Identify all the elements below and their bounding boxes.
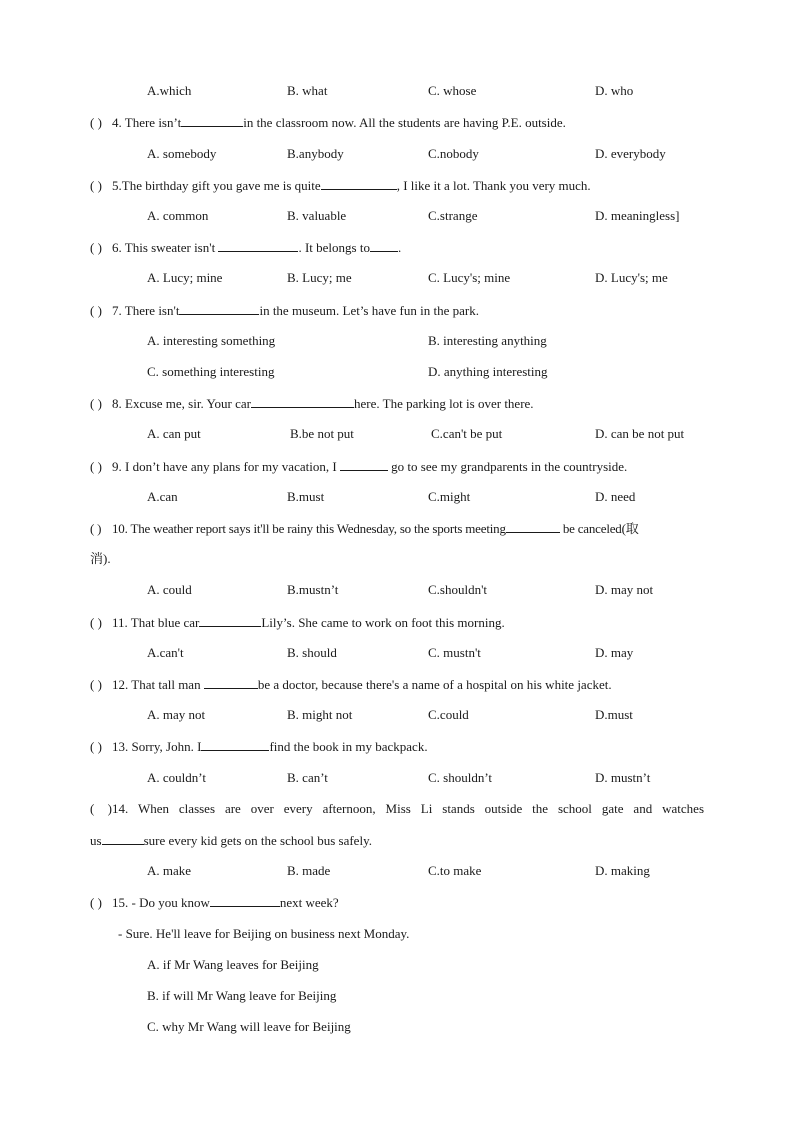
q11-option-c[interactable]: C. mustn't [428,645,481,660]
q8-stem: ( ) 8. Excuse me, sir. Your car here. The parking lot is over there. [90,393,704,413]
q5-option-a[interactable]: A. common [147,208,209,223]
q6-answer-paren[interactable]: ( ) [90,240,102,255]
q8-option-d[interactable]: D. can be not put [595,426,685,441]
q9-blank[interactable] [340,456,388,471]
q10-option-c[interactable]: C.shouldn't [428,582,488,597]
q4-blank[interactable] [181,112,243,127]
q3-option-a[interactable]: A.which [147,83,192,98]
q6-option-a[interactable]: A. Lucy; mine [147,270,223,285]
q4-option-d[interactable]: D. everybody [595,146,666,161]
q5-stem: ( ) 5.The birthday gift you gave me is quite , I like it a lot. Thank you very much. [90,175,704,195]
q11-blank[interactable] [199,612,261,627]
q13-option-d[interactable]: D. mustn’t [595,770,651,785]
q14-options [0,861,794,881]
q12-answer-paren[interactable]: ( ) [90,677,102,692]
q13-option-c[interactable]: C. shouldn’t [428,770,493,785]
q13-stem: ( ) 13. Sorry, John. I find the book in my backpack. [90,736,704,756]
q8-option-c[interactable]: C.can't be put [431,426,503,441]
q12-option-c[interactable]: C.could [428,707,469,722]
q14-stem: ( )14. When classes are over every afternoon, Miss Li stands outside the school gate and watches [90,799,704,819]
q10-option-d[interactable]: D. may not [595,582,654,597]
q8-option-b[interactable]: B.be not put [290,426,354,441]
q9-stem: ( ) 9. I don’t have any plans for my vacation, I go to see my grandparents in the countryside. [90,456,704,476]
q14-stem-cont: us sure every kid gets on the school bus safely. [90,830,704,850]
q12-options [0,705,794,725]
q5-blank[interactable] [321,175,397,190]
q15-option-c[interactable]: C. why Mr Wang will leave for Beijing [147,1019,351,1034]
q3-options [0,81,794,101]
q9-option-c[interactable]: C.might [428,489,471,504]
q13-option-b[interactable]: B. can’t [287,770,328,785]
q13-blank[interactable] [201,736,269,751]
q11-stem: ( ) 11. That blue car Lily’s. She came to work on foot this morning. [90,612,704,632]
q8-option-a[interactable]: A. can put [147,426,201,441]
q6-option-b[interactable]: B. Lucy; me [287,270,352,285]
q13-options [0,768,794,788]
q5-option-c[interactable]: C.strange [428,208,478,223]
q10-options [0,580,794,600]
q5-option-b[interactable]: B. valuable [287,208,347,223]
q6-option-d[interactable]: D. Lucy's; me [595,270,668,285]
q13-option-a[interactable]: A. couldn’t [147,770,206,785]
q14-answer-paren[interactable]: ( ) [90,801,112,816]
q10-answer-paren[interactable]: ( ) [90,521,102,536]
q8-blank[interactable] [251,393,354,408]
q7-stem: ( ) 7. There isn't in the museum. Let’s have fun in the park. [90,300,704,320]
q7-options-row1 [0,331,794,351]
q10-stem: ( ) 10. The weather report says it'll be rainy this Wednesday, so the sports meeting be canceled(取 [90,518,704,538]
q12-option-b[interactable]: B. might not [287,707,353,722]
q7-answer-paren[interactable]: ( ) [90,303,102,318]
q13-answer-paren[interactable]: ( ) [90,739,102,754]
q7-option-d[interactable]: D. anything interesting [428,364,548,379]
q8-options [0,424,794,444]
q12-option-d[interactable]: D.must [595,707,633,722]
q6-options [0,268,794,288]
q14-option-b[interactable]: B. made [287,863,331,878]
q15-option-a[interactable]: A. if Mr Wang leaves for Beijing [147,957,319,972]
q10-option-b[interactable]: B.mustn’t [287,582,339,597]
q15-answer-paren[interactable]: ( ) [90,895,102,910]
q9-answer-paren[interactable]: ( ) [90,459,102,474]
q9-option-a[interactable]: A.can [147,489,178,504]
q7-option-c[interactable]: C. something interesting [147,364,275,379]
q9-option-b[interactable]: B.must [287,489,325,504]
q12-stem: ( ) 12. That tall man be a doctor, because there's a name of a hospital on his white jacket. [90,674,704,694]
q15-blank[interactable] [210,892,280,907]
q3-option-b[interactable]: B. what [287,83,328,98]
q14-option-c[interactable]: C.to make [428,863,482,878]
q15-option-b[interactable]: B. if will Mr Wang leave for Beijing [147,988,337,1003]
q6-blank-2[interactable] [370,237,398,252]
q7-option-a[interactable]: A. interesting something [147,333,276,348]
q10-option-a[interactable]: A. could [147,582,192,597]
q4-answer-paren[interactable]: ( ) [90,115,102,130]
q14-option-a[interactable]: A. make [147,863,192,878]
q4-option-b[interactable]: B.anybody [287,146,344,161]
q11-option-b[interactable]: B. should [287,645,337,660]
q7-blank[interactable] [179,300,259,315]
q12-option-a[interactable]: A. may not [147,707,206,722]
q9-options [0,487,794,507]
q11-option-a[interactable]: A.can't [147,645,184,660]
q15-reply: - Sure. He'll leave for Beijing on business next Monday. [118,926,410,941]
q7-option-b[interactable]: B. interesting anything [428,333,547,348]
q15-stem: ( ) 15. - Do you know next week? [90,892,704,912]
q6-blank-1[interactable] [218,237,298,252]
q4-stem: ( ) 4. There isn’t in the classroom now. All the students are having P.E. outside. [90,112,704,132]
q12-blank[interactable] [204,674,258,689]
q6-stem: ( ) 6. This sweater isn't . It belongs to . [90,237,704,257]
q11-options [0,643,794,663]
q3-option-d[interactable]: D. who [595,83,634,98]
q5-options [0,206,794,226]
q11-option-d[interactable]: D. may [595,645,634,660]
q8-answer-paren[interactable]: ( ) [90,396,102,411]
q14-option-d[interactable]: D. making [595,863,650,878]
q7-options-row2 [0,362,794,382]
q5-option-d[interactable]: D. meaningless] [595,208,680,223]
q4-options [0,144,794,164]
q10-blank[interactable] [506,518,560,533]
q10-stem-cont: 消). [90,551,111,566]
q14-blank[interactable] [102,830,144,845]
q6-option-c[interactable]: C. Lucy's; mine [428,270,511,285]
q5-answer-paren[interactable]: ( ) [90,178,102,193]
q11-answer-paren[interactable]: ( ) [90,615,102,630]
q3-option-c[interactable]: C. whose [428,83,477,98]
q9-option-d[interactable]: D. need [595,489,636,504]
q4-option-c[interactable]: C.nobody [428,146,479,161]
q4-option-a[interactable]: A. somebody [147,146,217,161]
